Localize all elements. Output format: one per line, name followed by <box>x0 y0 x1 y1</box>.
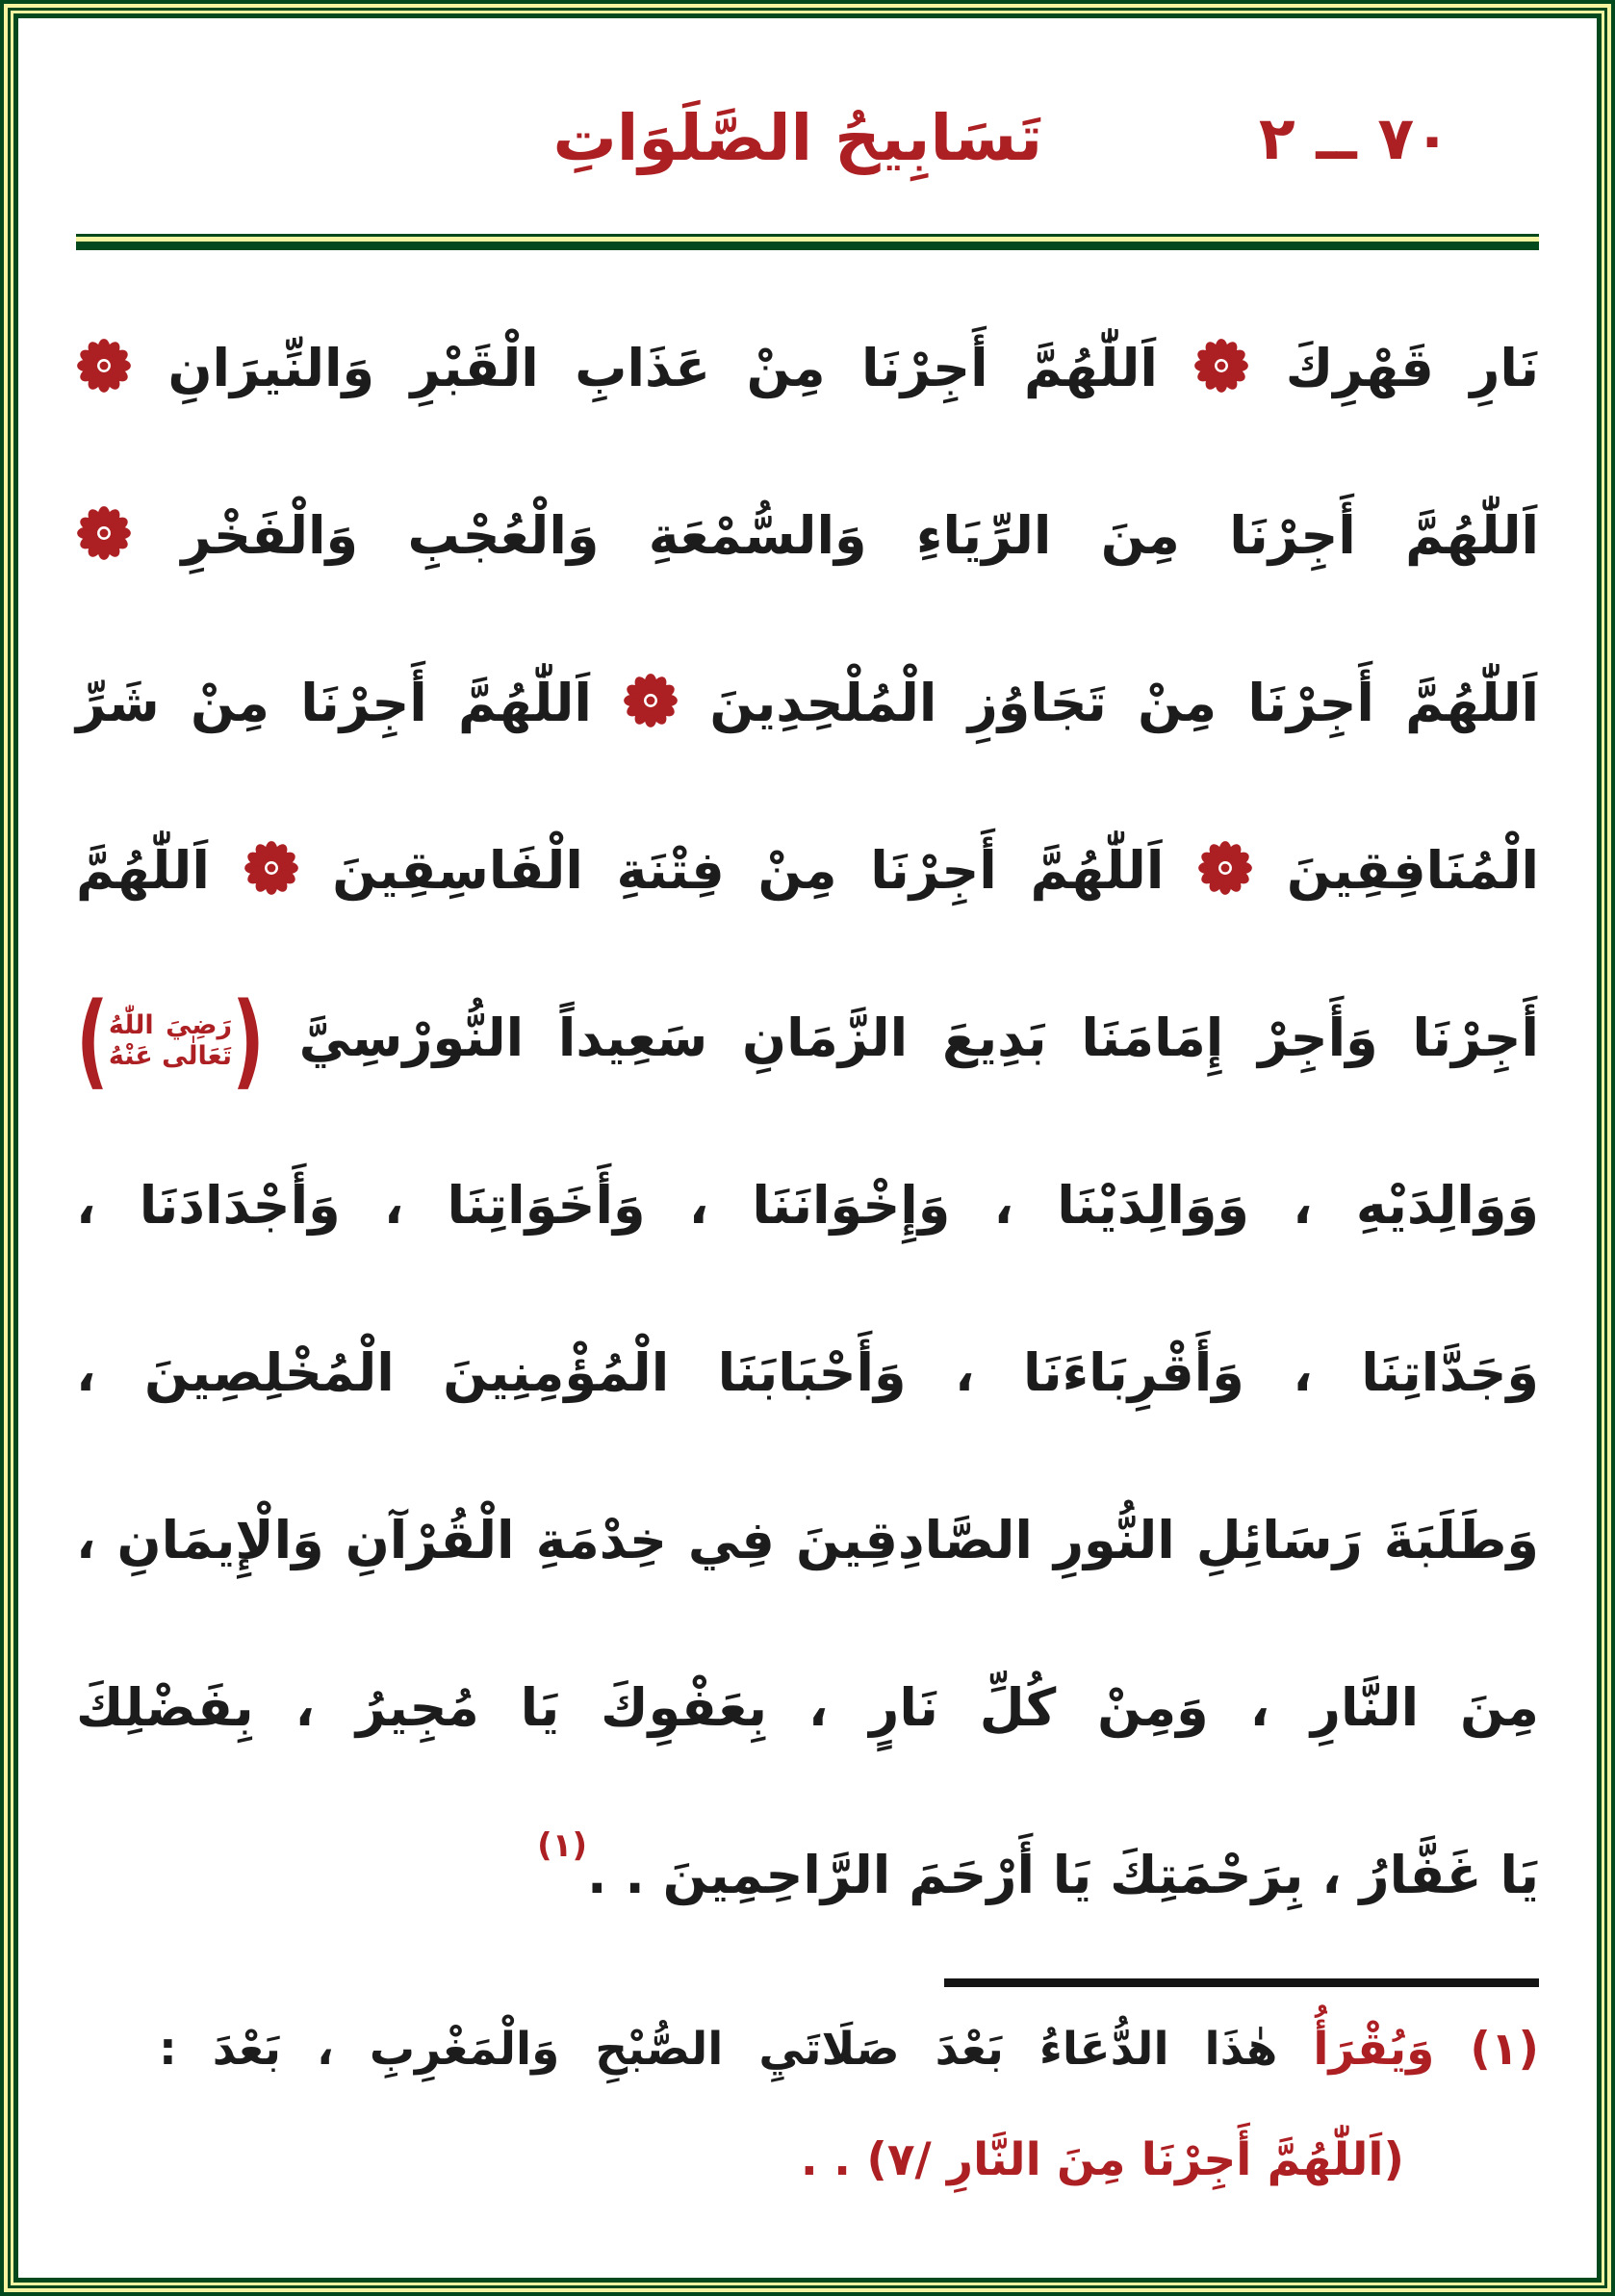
prayer-line-8 <box>76 1457 1539 1624</box>
prayer-line-4-text-3: اَللّٰهُمَّ <box>76 840 210 901</box>
rosette-flower-icon <box>1197 840 1253 896</box>
rosette-flower-icon <box>1193 338 1249 394</box>
prayer-text-block <box>76 285 1539 1959</box>
seal-close-paren: ) <box>76 982 109 1102</box>
footnote-marker: (١) <box>1470 2023 1539 2076</box>
page-number: ٧٠ ــ ٢ <box>1258 103 1450 173</box>
prayer-line-1 <box>76 285 1539 452</box>
radiyallahu-anhu-seal <box>76 982 265 1102</box>
prayer-line-3-text-2: اَللّٰهُمَّ أَجِرْنَا مِنْ شَرِّ <box>76 673 592 733</box>
prayer-line-2 <box>76 452 1539 620</box>
seal-text-top: رَضِيَ اللّٰهُ <box>108 1009 233 1040</box>
footnote-prayer-red: (اَللّٰهُمَّ أَجِرْنَا مِنَ النَّارِ /٧) . . <box>800 2133 1404 2186</box>
prayer-line-5 <box>76 955 1539 1122</box>
prayer-line-7-text-1: وَجَدَّاتِنَا ، وَأَقْرِبَاءَنَا ، وَأَحْبَابَنَا الْمُؤْمِنِينَ الْمُخْلِصِينَ ، <box>76 1342 1539 1403</box>
rosette-flower-icon <box>244 840 299 896</box>
prayer-line-4-text-1: الْمُنَافِقِينَ <box>1286 840 1539 901</box>
footnote-red-word: وَيُقْرَأُ <box>1313 2023 1435 2076</box>
page-content <box>18 18 1597 2278</box>
footnote-text: هٰذَا الدُّعَاءُ بَعْدَ صَلَاتَيِ الصُّبْحِ وَالْمَغْرِبِ ، بَعْدَ : <box>159 2023 1278 2076</box>
seal-text <box>109 1010 232 1073</box>
footnote-separator-rule <box>944 1978 1539 1987</box>
prayer-line-4 <box>76 787 1539 955</box>
footnote-line-2 <box>76 2106 1539 2214</box>
prayer-line-4-text-2: اَللّٰهُمَّ أَجِرْنَا مِنْ فِتْنَةِ الْفَاسِقِينَ <box>332 840 1165 901</box>
prayer-line-6-text-1: وَوَالِدَيْهِ ، وَوَالِدَيْنَا ، وَإِخْوَانَنَا ، وَأَخَوَاتِنَا ، وَأَجْدَادَنَا ، <box>76 1175 1539 1236</box>
page-title: تَسَابِيحُ الصَّلَوَاتِ <box>552 101 1043 175</box>
prayer-line-5-text-1: أَجِرْنَا وَأَجِرْ إِمَامَنَا بَدِيعَ الزَّمَانِ سَعِيداً النُّورْسِيَّ <box>298 1008 1539 1068</box>
prayer-line-6 <box>76 1122 1539 1289</box>
prayer-line-9-text-1: مِنَ النَّارِ ، وَمِنْ كُلِّ نَارٍ ، بِعَفْوِكَ يَا مُجِيرُ ، بِفَضْلِكَ <box>76 1677 1539 1738</box>
prayer-line-1-text-1: نَارِ قَهْرِكَ <box>1285 338 1539 398</box>
rosette-flower-icon <box>76 338 132 394</box>
prayer-line-10 <box>76 1792 1539 1959</box>
prayer-line-8-text-1: وَطَلَبَةَ رَسَائِلِ النُّورِ الصَّادِقِينَ فِي خِدْمَةِ الْقُرْآنِ وَالْإِيمَانِ ، <box>76 1510 1539 1570</box>
prayer-line-3 <box>76 620 1539 787</box>
seal-text-bottom: تَعَالٰى عَنْهُ <box>108 1041 233 1072</box>
prayer-line-9 <box>76 1624 1539 1792</box>
footnote-line-1 <box>76 1993 1539 2106</box>
prayer-line-7 <box>76 1289 1539 1457</box>
rosette-flower-icon <box>76 505 132 561</box>
prayer-line-3-text-1: اَللّٰهُمَّ أَجِرْنَا مِنْ تَجَاوُزِ الْمُلْحِدِينَ <box>709 673 1539 733</box>
seal-open-paren: ( <box>232 982 265 1102</box>
prayer-line-2-text-1: اَللّٰهُمَّ أَجِرْنَا مِنَ الرِّيَاءِ وَالسُّمْعَةِ وَالْعُجْبِ وَالْفَخْرِ <box>181 505 1539 566</box>
header-divider-rule <box>76 234 1539 250</box>
footnote-reference-mark: (١) <box>537 1826 588 1865</box>
prayer-line-1-text-2: اَللّٰهُمَّ أَجِرْنَا مِنْ عَذَابِ الْقَبْرِ وَالنِّيرَانِ <box>167 338 1158 398</box>
page-header <box>76 53 1539 234</box>
prayer-line-10-text-1: يَا غَفَّارُ ، بِرَحْمَتِكَ يَا أَرْحَمَ الرَّاحِمِينَ . . <box>587 1845 1539 1905</box>
rosette-flower-icon <box>623 673 679 728</box>
